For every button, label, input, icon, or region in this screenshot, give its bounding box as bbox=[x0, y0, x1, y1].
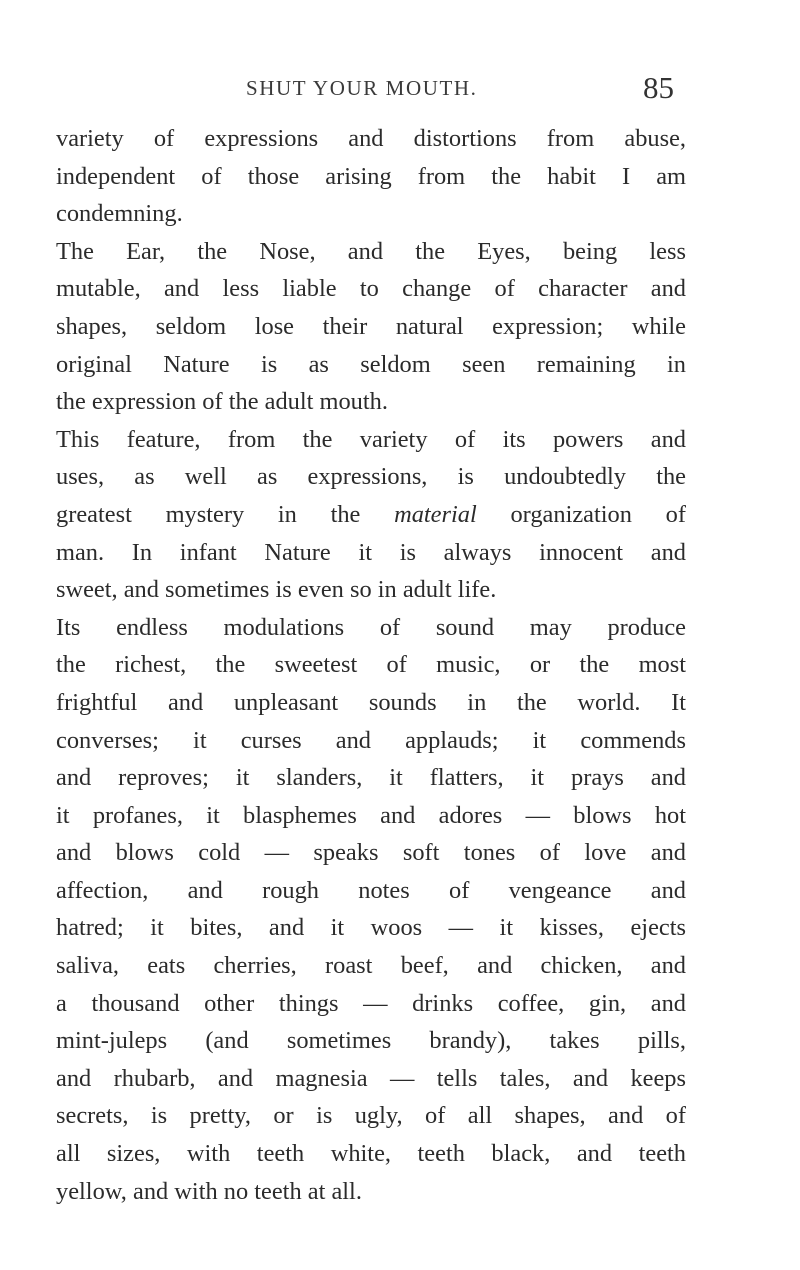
text-line: converses; it curses and applauds; it commends bbox=[56, 726, 686, 754]
text-line: This feature, from the variety of its powers and bbox=[56, 425, 686, 453]
text-line: independent of those arising from the habit I am bbox=[56, 162, 686, 190]
text-line: shapes, seldom lose their natural expression; while bbox=[56, 312, 686, 340]
text-line: affection, and rough notes of vengeance and bbox=[56, 876, 686, 904]
text-line: frightful and unpleasant sounds in the world. It bbox=[56, 688, 686, 716]
text-line: original Nature is as seldom seen remaining in bbox=[56, 350, 686, 378]
text-line: all sizes, with teeth white, teeth black, and teeth bbox=[56, 1140, 686, 1168]
text-line: yellow, and with no teeth at all. bbox=[56, 1177, 362, 1205]
page-number: 85 bbox=[643, 70, 674, 105]
text-line: and reproves; it slanders, it flatters, it prays and bbox=[56, 764, 686, 792]
text-segment: organization of bbox=[476, 500, 686, 528]
text-line: and blows cold — speaks soft tones of love and bbox=[56, 839, 686, 867]
text-line: saliva, eats cherries, roast beef, and chicken, and bbox=[56, 952, 686, 980]
running-title: SHUT YOUR MOUTH. bbox=[246, 76, 478, 100]
text-line: it profanes, it blasphemes and adores — blows hot bbox=[56, 801, 686, 829]
text-line: and rhubarb, and magnesia — tells tales, and keeps bbox=[56, 1064, 686, 1092]
text-line: variety of expressions and distortions from abuse, bbox=[56, 125, 686, 152]
text-line: mint-juleps (and sometimes brandy), takes pills, bbox=[56, 1027, 686, 1055]
text-line: the richest, the sweetest of music, or the most bbox=[56, 651, 686, 679]
text-line: condemning. bbox=[56, 200, 183, 228]
text-line-mixed bbox=[56, 496, 686, 534]
text-segment: greatest mystery in the bbox=[56, 500, 395, 528]
text-line: secrets, is pretty, or is ugly, of all shapes, and of bbox=[56, 1102, 686, 1130]
text-line: the expression of the adult mouth. bbox=[56, 388, 388, 416]
text-line: mutable, and less liable to change of character and bbox=[56, 275, 686, 303]
text-line: The Ear, the Nose, and the Eyes, being less bbox=[56, 237, 686, 265]
italic-word: material bbox=[394, 500, 477, 528]
running-head bbox=[0, 70, 800, 106]
body-text bbox=[56, 120, 686, 1210]
text-line: uses, as well as expressions, is undoubtedly the bbox=[56, 463, 686, 491]
text-line: sweet, and sometimes is even so in adult life. bbox=[56, 576, 497, 604]
text-line: Its endless modulations of sound may produce bbox=[56, 613, 686, 641]
text-line: hatred; it bites, and it woos — it kisses, ejects bbox=[56, 914, 686, 942]
text-line: man. In infant Nature it is always innocent and bbox=[56, 538, 686, 566]
text-line: a thousand other things — drinks coffee, gin, and bbox=[56, 989, 686, 1017]
